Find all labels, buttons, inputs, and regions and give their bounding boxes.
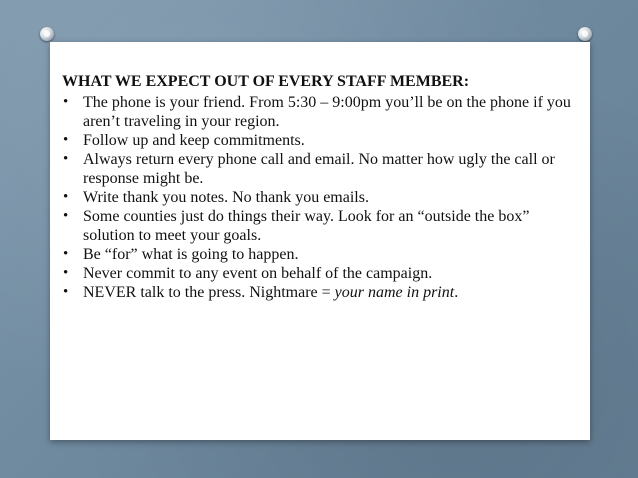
list-item-text: NEVER talk to the press. Nightmare = <box>83 284 335 301</box>
list-item-text: Never commit to any event on behalf of the campaign. <box>83 265 433 282</box>
bullet-icon: • <box>63 151 69 167</box>
list-item <box>62 131 582 150</box>
list-item-emphasis: your name in print <box>334 284 455 301</box>
list-item-text: Write thank you notes. No thank you emails. <box>83 189 369 206</box>
pushpin-icon <box>40 27 54 41</box>
slide-heading: WHAT WE EXPECT OUT OF EVERY STAFF MEMBER: <box>62 73 470 90</box>
list-item-tail: . <box>454 284 459 301</box>
list-item <box>62 207 582 245</box>
list-item <box>62 245 582 264</box>
expectations-list <box>62 93 582 302</box>
pushpin-icon <box>578 27 592 41</box>
list-item-text: Always return every phone call and email. No matter how ugly the call or response might be. <box>83 151 555 187</box>
list-item-text: Be “for” what is going to happen. <box>83 246 299 263</box>
list-item <box>62 283 582 302</box>
bullet-icon: • <box>63 265 69 281</box>
list-item <box>62 150 582 188</box>
bullet-icon: • <box>63 208 69 224</box>
bullet-icon: • <box>63 94 69 110</box>
bullet-icon: • <box>63 189 69 205</box>
list-item-text: Some counties just do things their way. Look for an “outside the box” solution to meet your goals. <box>83 208 530 244</box>
list-item <box>62 188 582 207</box>
list-item-text: Follow up and keep commitments. <box>83 132 305 149</box>
list-item-text: The phone is your friend. From 5:30 – 9:00pm you’ll be on the phone if you aren’t traveling in your region. <box>83 94 571 130</box>
bullet-icon: • <box>63 132 69 148</box>
list-item <box>62 93 582 131</box>
slide-content <box>62 72 582 302</box>
bullet-icon: • <box>63 246 69 262</box>
bullet-icon: • <box>63 284 69 300</box>
list-item <box>62 264 582 283</box>
